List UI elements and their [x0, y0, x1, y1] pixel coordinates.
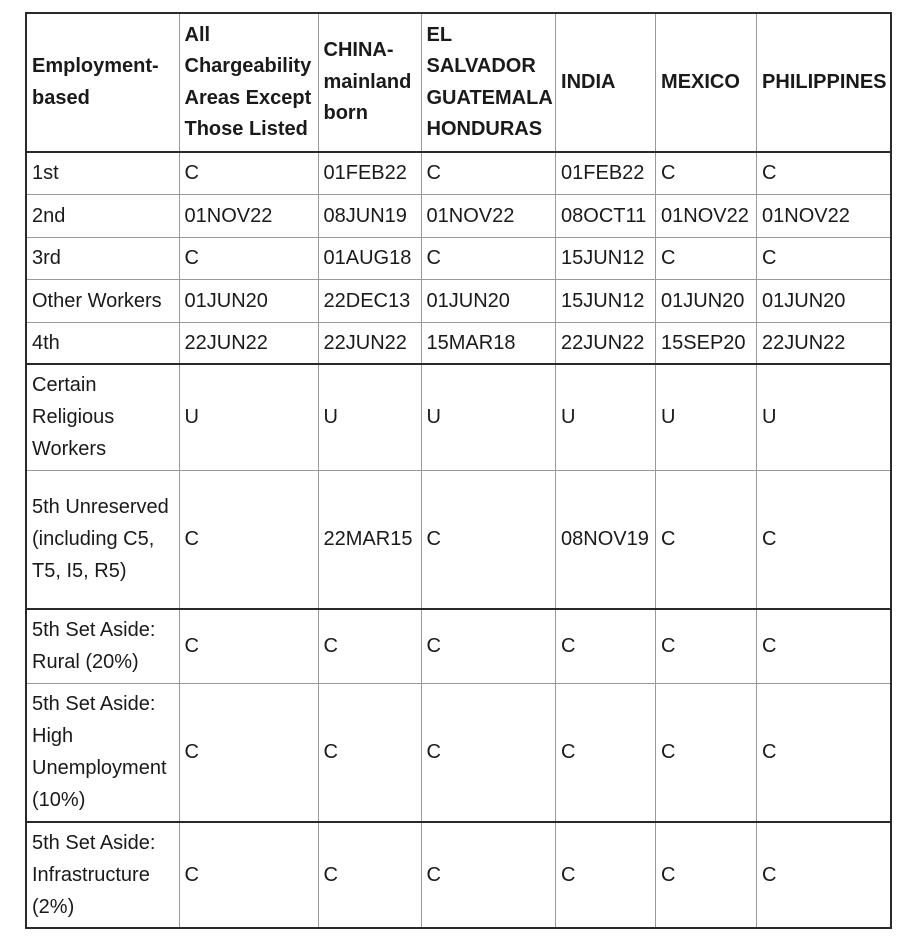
cell-el-salvador: C	[421, 152, 556, 194]
table-row	[26, 364, 891, 470]
cell-all-chargeability: U	[179, 364, 318, 470]
cell-china: C	[318, 683, 421, 822]
cell-philippines: 22JUN22	[757, 322, 891, 364]
cell-el-salvador: C	[421, 683, 556, 822]
cell-el-salvador: C	[421, 470, 556, 609]
cell-china: 22JUN22	[318, 322, 421, 364]
cell-all-chargeability: 01JUN20	[179, 279, 318, 322]
cell-india: 15JUN12	[556, 237, 656, 279]
row-label: 3rd	[26, 237, 179, 279]
cell-el-salvador: C	[421, 822, 556, 928]
table-row	[26, 683, 891, 822]
cell-china: 01AUG18	[318, 237, 421, 279]
table-row	[26, 322, 891, 364]
cell-india: 22JUN22	[556, 322, 656, 364]
cell-all-chargeability: 22JUN22	[179, 322, 318, 364]
cell-india: U	[556, 364, 656, 470]
cell-philippines: C	[757, 609, 891, 683]
cell-china: 08JUN19	[318, 194, 421, 237]
cell-mexico: C	[656, 470, 757, 609]
cell-india: 15JUN12	[556, 279, 656, 322]
cell-el-salvador: C	[421, 237, 556, 279]
cell-china: C	[318, 609, 421, 683]
header-employment-based: Employment-based	[26, 13, 179, 152]
cell-mexico: 15SEP20	[656, 322, 757, 364]
cell-philippines: C	[757, 152, 891, 194]
header-all-chargeability: All Chargeability Areas Except Those Listed	[179, 13, 318, 152]
cell-el-salvador: 01JUN20	[421, 279, 556, 322]
row-label: 5th Set Aside: Infrastructure (2%)	[26, 822, 179, 928]
cell-india: 08OCT11	[556, 194, 656, 237]
cell-india: 01FEB22	[556, 152, 656, 194]
cell-philippines: C	[757, 237, 891, 279]
cell-india: C	[556, 683, 656, 822]
cell-all-chargeability: C	[179, 152, 318, 194]
table-row	[26, 152, 891, 194]
visa-bulletin-table	[25, 12, 892, 929]
row-label: 5th Unreserved (including C5, T5, I5, R5)	[26, 470, 179, 609]
cell-all-chargeability: C	[179, 822, 318, 928]
cell-all-chargeability: C	[179, 237, 318, 279]
cell-philippines: 01JUN20	[757, 279, 891, 322]
table-row	[26, 822, 891, 928]
table-row	[26, 470, 891, 609]
cell-china: 01FEB22	[318, 152, 421, 194]
cell-all-chargeability: C	[179, 470, 318, 609]
cell-philippines: C	[757, 683, 891, 822]
cell-mexico: C	[656, 822, 757, 928]
cell-mexico: 01NOV22	[656, 194, 757, 237]
cell-el-salvador: 15MAR18	[421, 322, 556, 364]
cell-mexico: C	[656, 683, 757, 822]
cell-china: C	[318, 822, 421, 928]
cell-all-chargeability: C	[179, 683, 318, 822]
cell-mexico: C	[656, 237, 757, 279]
cell-mexico: C	[656, 609, 757, 683]
cell-philippines: C	[757, 822, 891, 928]
cell-all-chargeability: 01NOV22	[179, 194, 318, 237]
header-el-salvador-guatemala-honduras: EL SALVADOR GUATEMALA HONDURAS	[421, 13, 556, 152]
table-row	[26, 609, 891, 683]
cell-philippines: C	[757, 470, 891, 609]
table-row	[26, 279, 891, 322]
cell-mexico: C	[656, 152, 757, 194]
cell-el-salvador: 01NOV22	[421, 194, 556, 237]
cell-china: 22MAR15	[318, 470, 421, 609]
table-row	[26, 194, 891, 237]
cell-mexico: U	[656, 364, 757, 470]
row-label: 1st	[26, 152, 179, 194]
header-china: CHINA-mainland born	[318, 13, 421, 152]
header-india: INDIA	[556, 13, 656, 152]
cell-el-salvador: C	[421, 609, 556, 683]
cell-mexico: 01JUN20	[656, 279, 757, 322]
row-label: Certain Religious Workers	[26, 364, 179, 470]
header-philippines: PHILIPPINES	[757, 13, 891, 152]
cell-all-chargeability: C	[179, 609, 318, 683]
row-label: 2nd	[26, 194, 179, 237]
row-label: Other Workers	[26, 279, 179, 322]
cell-china: 22DEC13	[318, 279, 421, 322]
cell-india: C	[556, 609, 656, 683]
header-mexico: MEXICO	[656, 13, 757, 152]
row-label: 4th	[26, 322, 179, 364]
header-row	[26, 13, 891, 152]
cell-philippines: 01NOV22	[757, 194, 891, 237]
row-label: 5th Set Aside: High Unemployment (10%)	[26, 683, 179, 822]
table-row	[26, 237, 891, 279]
cell-el-salvador: U	[421, 364, 556, 470]
cell-india: C	[556, 822, 656, 928]
cell-china: U	[318, 364, 421, 470]
row-label: 5th Set Aside: Rural (20%)	[26, 609, 179, 683]
cell-philippines: U	[757, 364, 891, 470]
cell-india: 08NOV19	[556, 470, 656, 609]
